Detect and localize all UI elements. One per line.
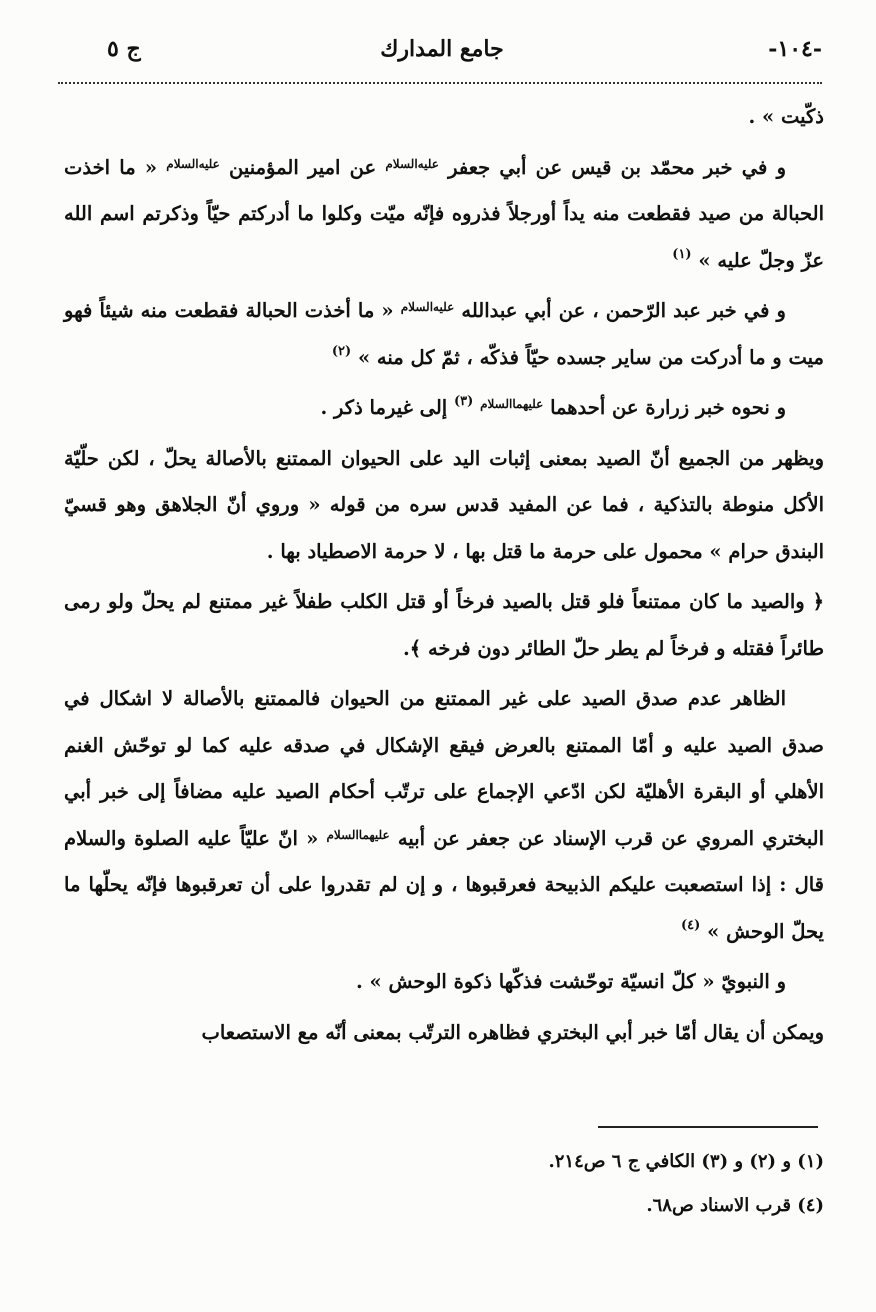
footnote-1: (١) و (٢) و (٣) الكافي ج ٦ ص٢١٤.	[548, 1151, 824, 1172]
paragraph-text: ﴿ والصيد ما كان ممتنعاً فلو قتل بالصيد فرخاً أو قتل الكلب طفلاً غير ممتنع لم يحلّ ولو رمى طائراً فقتله و فرخاً لم يطر حلّ الطائر دون فرخه ﴾.	[64, 590, 824, 660]
paragraph-text: الظاهر عدم صدق الصيد على غير الممتنع من الحيوان فالممتنع بالأصالة لا اشكال في صدق الصيد عليه و أمّا الممتنع بالعرض فيقع الإشكال في صدقه عليه كما لو توحّش الغنم الأهلي أو البقرة الأهليّة لكن ادّعي الإجماع على ترتّب أحكام الصيد عليه مضافاً إلى خبر أبي البختري المروي عن قرب الإسناد عن جعفر عن أبيه	[64, 687, 824, 850]
page-header	[62, 36, 822, 76]
paragraph-9	[64, 1010, 824, 1057]
footnotes	[400, 1140, 824, 1228]
paragraph-text: ويمكن أن يقال أمّا خبر أبي البختري فظاهره الترتّب بمعنى أنّه مع الاستصعاب	[201, 1020, 824, 1044]
quotation: « ما اخذت الحبالة من صيد فقطعت منه يداً أورجلاً فذروه فإنّه ميّت وكلوا ما أدركتم حيّاً وذكرتم اسم الله عزّ وجلّ عليه »	[64, 155, 824, 272]
paragraph-text: إلى غيرما ذكر .	[320, 396, 448, 419]
honorific-mark: عليه‌السلام	[385, 156, 439, 171]
quotation: « انّ عليّاً عليه الصلوة والسلام قال : إذا استصعبت عليكم الذبيحة فعرقبوها ، و إن لم تقدروا على أن تعرقبوها فإنّه يحلّها ما يحلّ الوحش »	[64, 826, 824, 943]
paragraph-text: و في خبر محمّد بن قيس عن أبي جعفر	[448, 155, 786, 179]
paragraph-1	[64, 94, 824, 141]
paragraph-text: ذكّيت » .	[748, 105, 824, 128]
running-title: جامع المدارك	[380, 36, 504, 62]
footnote-ref-3: (٣)	[454, 394, 474, 409]
paragraph-text: عن امير المؤمنين	[228, 155, 377, 179]
main-text	[64, 94, 824, 1060]
paragraph-text: و نحوه خبر زرارة عن أحدهما	[550, 396, 786, 419]
paragraph-7	[64, 676, 824, 955]
footnote-ref-4: (٤)	[681, 917, 701, 933]
paragraph-text: ويظهر من الجميع أنّ الصيد بمعنى إثبات اليد على الحيوان الممتنع بالأصالة يحلّ ، لكن حلّيّة الأكل منوطة بالتذكية ، فما عن المفيد قدس سره من قوله « وروي أنّ الجلاهق وهو قسيّ البندق حرام » محمول على حرمة ما قتل بها ، لا حرمة الاصطياد بها .	[64, 446, 824, 563]
volume-label: ج ٥	[107, 36, 141, 62]
honorific-mark: عليه‌السلام	[166, 156, 220, 171]
footnote-ref-1: (١)	[672, 246, 692, 262]
paragraph-text: و النبويّ « كلّ انسيّة توحّشت فذكّها ذكوة الوحش » .	[355, 970, 786, 993]
footnote-2: (٤) قرب الاسناد ص٦٨.	[646, 1195, 824, 1216]
paragraph-2	[64, 145, 824, 285]
paragraph-8	[64, 959, 824, 1006]
paragraph-text: و في خبر عبد الرّحمن ، عن أبي عبدالله	[461, 299, 786, 322]
footnote-divider	[598, 1126, 818, 1128]
footnote-ref-2: (٢)	[331, 343, 352, 359]
paragraph-4	[64, 385, 824, 432]
paragraph-6-matn	[64, 579, 824, 672]
quotation: « ما أخذت الحبالة فقطعت منه شيئاً فهو ميت و ما أدركت من ساير جسده حيّاً فذكّه ، ثمّ كل منه »	[64, 299, 824, 369]
page-number: -١٠٤-	[768, 36, 822, 62]
honorific-mark: عليهما‌السلام	[480, 397, 544, 411]
paragraph-3	[64, 288, 824, 381]
paragraph-5	[64, 436, 824, 576]
honorific-mark: عليهما‌السلام	[326, 827, 390, 842]
honorific-mark: عليه‌السلام	[400, 300, 455, 314]
header-divider	[58, 82, 822, 84]
